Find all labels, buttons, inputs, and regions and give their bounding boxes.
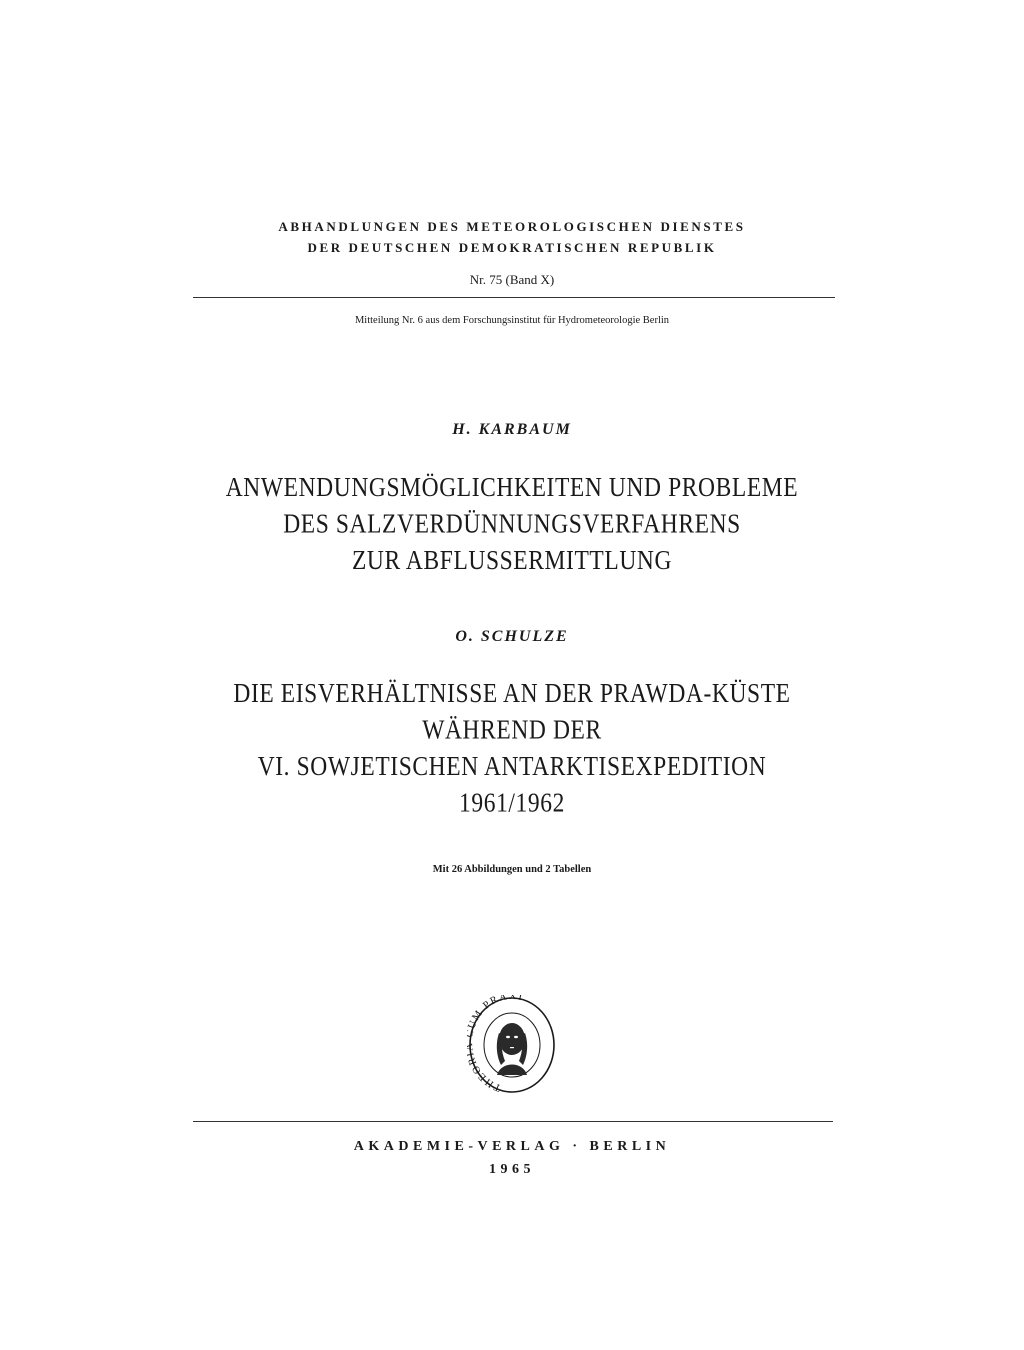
series-title-line-2: DER DEUTSCHEN DEMOKRATISCHEN REPUBLIK [307,240,717,255]
series-number: Nr. 75 (Band X) [469,272,555,287]
title-line: ZUR ABFLUSSERMITTLUNG [351,545,673,577]
seal-motto: THEOR UM PRAXI [467,995,525,1094]
publisher-seal-logo [467,995,557,1102]
illustrations-note: Mit 26 Abbildungen und 2 Tabellen [432,864,592,875]
publisher-name: AKADEMIE-VERLAG · BERLIN [353,1139,671,1154]
title-line: VI. SOWJETISCHEN ANTARKTISEXPEDITION [257,751,767,783]
title-salzverduennung [0,470,1024,580]
title-line: DES SALZVERDÜNNUNGSVERFAHRENS [283,508,741,540]
bottom-rule [193,1121,833,1122]
author-karbaum: H. KARBAUM [452,421,572,438]
author-schulze: O. SCHULZE [455,628,569,645]
top-rule [193,297,835,298]
title-eisverhaeltnisse [0,676,1024,822]
publication-year: 1965 [489,1162,535,1177]
institute-communication: Mitteilung Nr. 6 aus dem Forschungsinstitut für Hydrometeorologie Berlin [354,315,670,326]
title-line: ANWENDUNGSMÖGLICHKEITEN UND PROBLEME [225,472,799,504]
series-title-line-1: ABHANDLUNGEN DES METEOROLOGISCHEN DIENSTES [278,219,746,234]
title-line: DIE EISVERHÄLTNISSE AN DER PRAWDA-KÜSTE [233,678,791,710]
title-line: WÄHREND DER [422,714,602,746]
title-line: 1961/1962 [459,788,565,819]
seal-icon [467,995,557,1097]
